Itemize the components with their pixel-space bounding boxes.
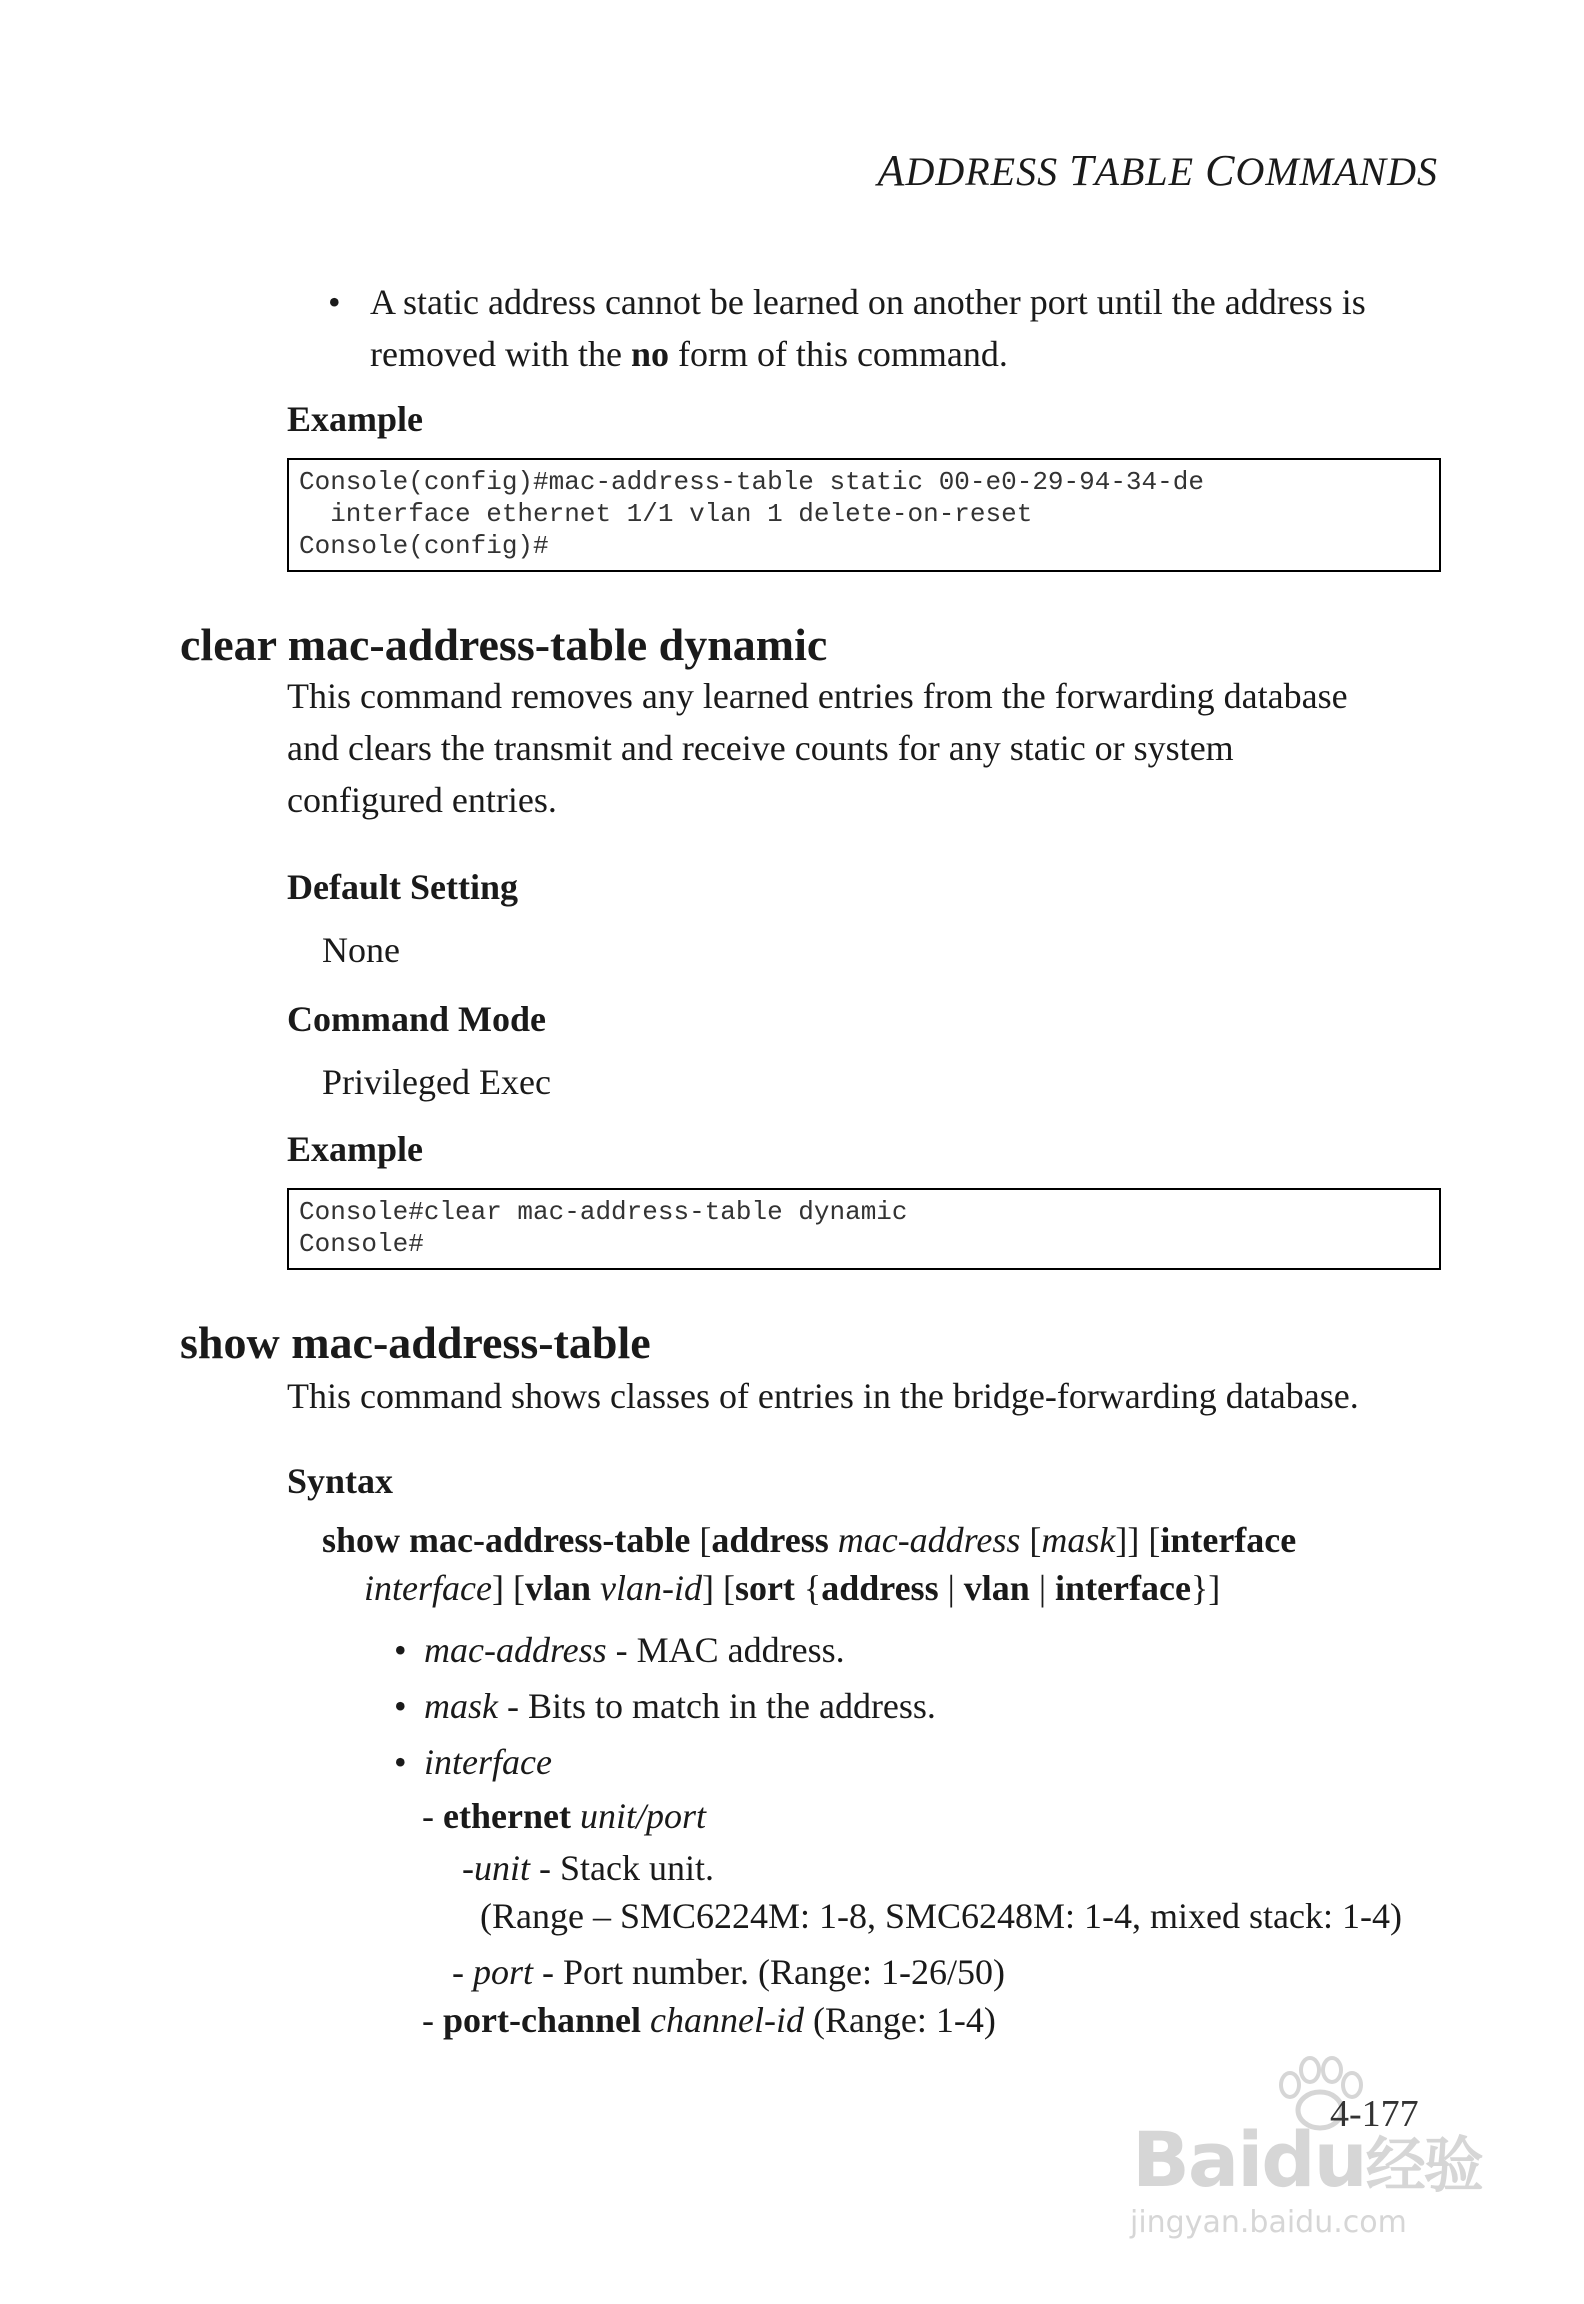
watermark-url: jingyan.baidu.com xyxy=(1130,2205,1407,2240)
syntax-arg: vlan-id xyxy=(599,1568,702,1608)
syntax-kw: address xyxy=(711,1520,829,1560)
dash: - xyxy=(452,1952,473,1992)
dash: - xyxy=(422,1796,443,1836)
example-heading: Example xyxy=(287,399,424,439)
syntax-punct: | xyxy=(1029,1568,1056,1608)
param-arg: channel-id xyxy=(650,2000,804,2040)
param-mac-address xyxy=(394,1624,845,1676)
syntax-line-2 xyxy=(322,1564,1462,1612)
command-mode-heading: Command Mode xyxy=(287,999,546,1039)
param-desc: - Stack unit. xyxy=(530,1848,714,1888)
default-setting-value: None xyxy=(322,930,400,970)
note-text: form of this command. xyxy=(668,334,1008,374)
param-keyword: port-channel xyxy=(443,2000,641,2040)
note-keyword-no: no xyxy=(630,334,669,374)
param-desc: - Port number. (Range: 1-26/50) xyxy=(533,1952,1005,1992)
command-mode-value: Privileged Exec xyxy=(322,1062,551,1102)
param-desc: (Range: 1-4) xyxy=(803,2000,996,2040)
param-name: interface xyxy=(424,1742,552,1782)
syntax-punct: { xyxy=(794,1568,822,1608)
param-desc: - Bits to match in the address. xyxy=(498,1686,936,1726)
running-header xyxy=(878,145,1438,196)
param-desc: - MAC address. xyxy=(606,1630,845,1670)
bullet-icon: • xyxy=(328,282,341,322)
show-description: This command shows classes of entries in the bridge-forwarding database. xyxy=(287,1376,1359,1416)
syntax-kw: address xyxy=(821,1568,939,1608)
syntax-punct: ]] [ xyxy=(1115,1520,1161,1560)
page-number: 4-177 xyxy=(1330,2093,1419,2135)
param-port xyxy=(452,1946,1005,1998)
wm-text: du xyxy=(1261,2115,1366,2204)
wm-text: 经验 xyxy=(1365,2131,1482,2201)
desc-line: configured entries. xyxy=(287,780,557,820)
param-mask xyxy=(394,1680,936,1732)
param-port-channel xyxy=(422,1994,996,2046)
desc-line: and clears the transmit and receive counts for any static or system xyxy=(287,728,1234,768)
section-title-clear: clear mac-address-table dynamic xyxy=(180,619,828,670)
wm-text: Bai xyxy=(1132,2115,1262,2204)
example-heading: Example xyxy=(287,1129,424,1169)
static-address-note xyxy=(328,276,1470,380)
header-text-commands: OMMANDS xyxy=(1235,149,1438,194)
section-title-show: show mac-address-table xyxy=(180,1317,651,1368)
dash: - xyxy=(422,2000,443,2040)
code-block-clear: Console#clear mac-address-table dynamic Console# xyxy=(287,1188,1441,1270)
header-initial-c: C xyxy=(1205,146,1236,195)
syntax-kw: show mac-address-table xyxy=(322,1520,691,1560)
param-name: unit xyxy=(474,1848,531,1888)
param-name: mask xyxy=(424,1686,498,1726)
watermark-brand xyxy=(1132,2115,1482,2204)
syntax-kw: sort xyxy=(734,1568,795,1608)
header-initial-a: A xyxy=(877,146,906,195)
syntax-punct: }] xyxy=(1190,1568,1221,1608)
syntax-kw: interface xyxy=(1055,1568,1191,1608)
param-keyword: ethernet xyxy=(443,1796,571,1836)
desc-line: This command removes any learned entries from the forwarding database xyxy=(287,676,1348,716)
bullet-icon: • xyxy=(394,1630,407,1670)
note-line-2 xyxy=(370,328,1470,380)
param-unit xyxy=(462,1842,714,1894)
syntax-line-1 xyxy=(322,1516,1462,1564)
syntax-punct: | xyxy=(938,1568,964,1608)
header-initial-t: T xyxy=(1069,146,1095,195)
clear-description xyxy=(287,670,1447,826)
syntax-arg: interface xyxy=(364,1568,492,1608)
syntax-heading: Syntax xyxy=(287,1461,394,1501)
bullet-icon: • xyxy=(394,1742,407,1782)
default-setting-heading: Default Setting xyxy=(287,867,518,907)
syntax-punct: ] [ xyxy=(491,1568,525,1608)
bullet-icon: • xyxy=(394,1686,407,1726)
syntax-punct: [ xyxy=(1020,1520,1042,1560)
param-unit-range: (Range – SMC6224M: 1-8, SMC6248M: 1-4, mixed stack: 1-4) xyxy=(480,1896,1402,1936)
param-name: mac-address xyxy=(424,1630,607,1670)
syntax-line xyxy=(322,1516,1462,1612)
note-text: removed with the xyxy=(370,334,631,374)
param-interface xyxy=(394,1736,552,1788)
code-block-static: Console(config)#mac-address-table static 00-e0-29-94-34-de interface ethernet 1/1 vlan 1 delete-on-reset Console(config)# xyxy=(287,458,1441,572)
syntax-arg: mask xyxy=(1041,1520,1116,1560)
syntax-arg: mac-address xyxy=(837,1520,1021,1560)
param-name: port xyxy=(473,1952,534,1992)
syntax-punct: ] [ xyxy=(701,1568,735,1608)
note-line-1: A static address cannot be learned on another port until the address is xyxy=(370,282,1366,322)
syntax-punct: [ xyxy=(690,1520,712,1560)
syntax-kw: vlan xyxy=(963,1568,1030,1608)
header-text-table: ABLE xyxy=(1094,149,1195,194)
header-text-address: DDRESS xyxy=(905,149,1059,194)
dash: - xyxy=(462,1848,474,1888)
param-ethernet xyxy=(422,1790,706,1842)
syntax-kw: vlan xyxy=(524,1568,591,1608)
param-arg: unit/port xyxy=(579,1796,706,1836)
baidu-watermark xyxy=(1120,2055,1500,2255)
syntax-kw: interface xyxy=(1160,1520,1297,1560)
